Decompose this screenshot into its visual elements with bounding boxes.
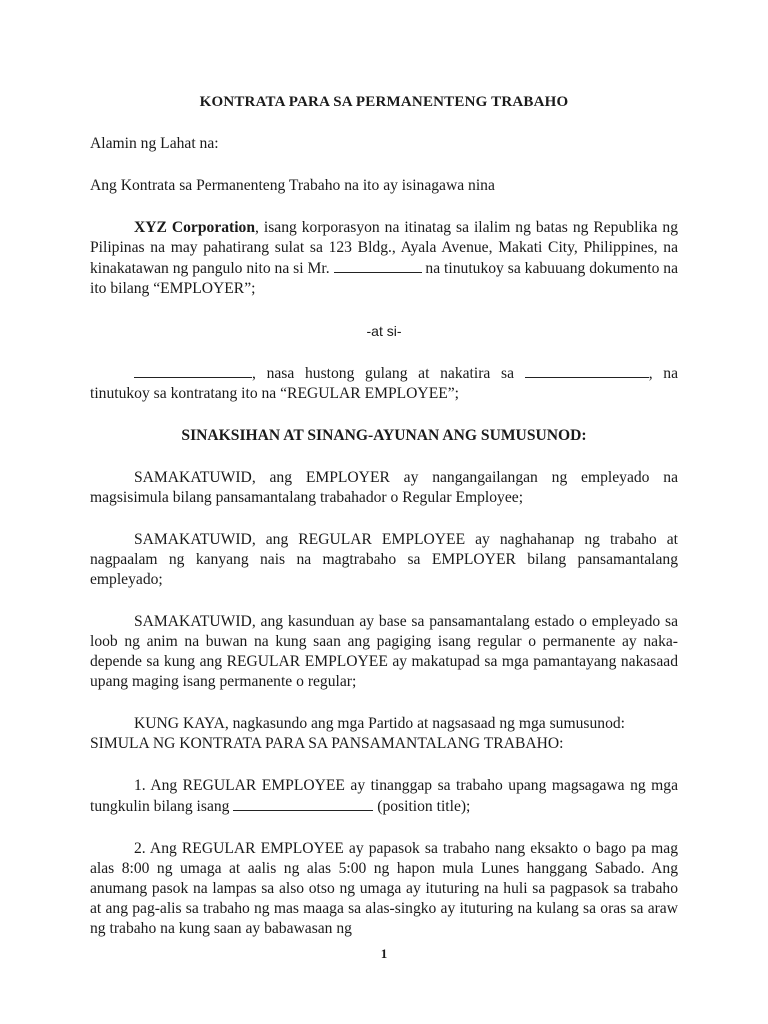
employee-text-1: , nasa hustong gulang at nakatira sa [252, 365, 525, 382]
whereas-paragraph-3: SAMAKATUWID, ang kasunduan ay base sa pansamantalang estado o empleyado sa loob ng anim na buwan na kung saan ang pagiging isang regular o permanente ay naka-depende sa kung ang REGULAR EMPLOYEE ay makatupad sa mga pamantayang nakasaad upang maging isang permanente o regular; [90, 613, 678, 690]
president-name-blank[interactable] [334, 258, 422, 273]
employer-paragraph [90, 218, 678, 299]
employee-paragraph [90, 363, 678, 404]
section-heading: SINAKSIHAN AT SINANG-AYUNAN ANG SUMUSUNOD: [181, 427, 587, 444]
item-1-text-2: (position title); [373, 798, 471, 815]
document-body [90, 92, 678, 961]
whereas-paragraph-2: SAMAKATUWID, ang REGULAR EMPLOYEE ay naghahanap ng trabaho at nagpaalam ng kanyang nais na magtrabaho sa EMPLOYER bilang pansamantalang empleyado; [90, 531, 678, 588]
greeting: Alamin ng Lahat na: [90, 135, 219, 152]
company-name: XYZ Corporation [134, 219, 256, 236]
separator: -at si- [366, 323, 402, 339]
employer-text-1: , isang korporasyon na itinatag sa ilalim ng batas ng Republika ng Pilipinas na may pahatirang sulat sa 123 Bldg., Ayala Avenue, Makati City, Philippines, na kinakatawan ng pangulo nito na si Mr. [90, 219, 678, 277]
document-title: KONTRATA PARA SA PERMANENTENG TRABAHO [199, 94, 569, 110]
whereas-paragraph-1: SAMAKATUWID, ang EMPLOYER ay nangangailangan ng empleyado na magsisimula bilang pansamantalang trabahador o Regular Employee; [90, 469, 678, 506]
page-number: 1 [380, 946, 388, 961]
contract-start-line: SIMULA NG KONTRATA PARA SA PANSAMANTALANG TRABAHO: [90, 735, 564, 752]
employee-text-2: , na tinutukoy sa kontratang ito na “REGULAR EMPLOYEE”; [90, 365, 679, 402]
employer-text-2: na tinutukoy sa kabuuang dokumento na ito bilang “EMPLOYER”; [90, 260, 678, 297]
employee-name-blank[interactable] [134, 363, 252, 378]
position-title-blank[interactable] [233, 796, 373, 811]
item-1-text-1: 1. Ang REGULAR EMPLOYEE ay tinanggap sa trabaho upang magsagawa ng mga tungkulin bilang isang [90, 777, 678, 815]
item-1 [90, 776, 678, 817]
item-2: 2. Ang REGULAR EMPLOYEE ay papasok sa trabaho nang eksakto o bago pa mag alas 8:00 ng umaga at aalis ng alas 5:00 ng hapon mula Lunes hanggang Sabado. Ang anumang pasok na lampas sa also otso ng umaga ay ituturing na huli sa pagpasok sa trabaho at ang pag-alis sa trabaho ng mas maaga sa alas-singko ay ituturing na kulang sa oras sa araw ng trabaho na kung saan ay babawasan ng [90, 840, 678, 937]
employee-address-blank[interactable] [525, 363, 649, 378]
intro-line: Ang Kontrata sa Permanenteng Trabaho na ito ay isinagawa nina [90, 177, 495, 194]
kung-kaya-line: KUNG KAYA, nagkasundo ang mga Partido at nagsasaad ng mga sumusunod: [134, 715, 625, 732]
